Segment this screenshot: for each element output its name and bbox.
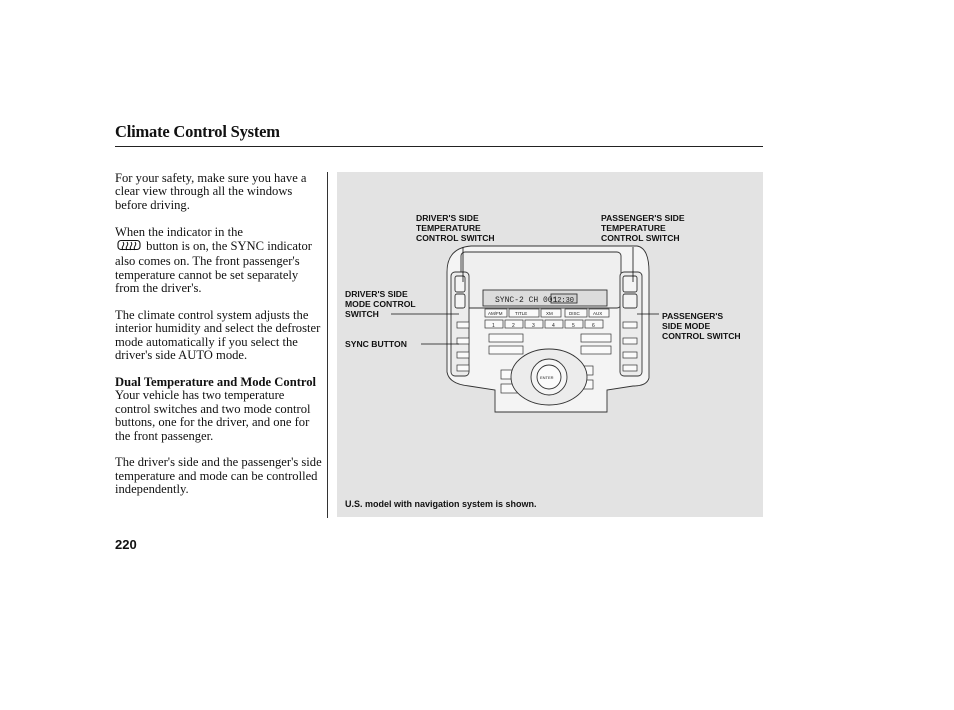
btn-xm: XM [546, 311, 553, 316]
paragraph-safety: For your safety, make sure you have a clear view through all the windows before driving. [115, 171, 307, 212]
preset-4: 4 [552, 323, 555, 329]
preset-6: 6 [592, 323, 595, 329]
page-title: Climate Control System [115, 122, 280, 141]
paragraph-indicator-rest: button is on, the SYNC indicator also comes on. The front passenger's temperature cannot be set separately from the driver's. [115, 239, 312, 296]
knob-label: ENTER [540, 375, 554, 380]
figure-caption: U.S. model with navigation system is shown. [345, 499, 537, 509]
preset-3: 3 [532, 323, 535, 329]
label-sync-button: SYNC BUTTON [345, 339, 407, 349]
preset-2: 2 [512, 323, 515, 329]
label-drivers-mode: DRIVER'S SIDE MODE CONTROL SWITCH [345, 289, 416, 320]
paragraph-independent: The driver's side and the passenger's side temperature and mode can be controlled independently. [115, 455, 322, 497]
label-passengers-temp: PASSENGER'S SIDE TEMPERATURE CONTROL SWITCH [601, 213, 685, 244]
display-readout: SYNC-2 CH 001 [495, 296, 558, 305]
btn-amfm: AM/FM [488, 311, 503, 316]
btn-disc: DISC [569, 311, 580, 316]
figure-panel [337, 172, 763, 517]
text-column [115, 172, 323, 510]
btn-aux: AUX [593, 311, 603, 316]
label-passengers-mode: PASSENGER'S SIDE MODE CONTROL SWITCH [662, 311, 741, 342]
page-number: 220 [115, 537, 137, 552]
title-rule [115, 146, 763, 147]
paragraph-humidity: The climate control system adjusts the interior humidity and select the defroster mode automatically if you select the driver's side AUTO mode. [115, 308, 321, 363]
rear-defrost-icon [117, 239, 141, 255]
column-divider [327, 172, 328, 518]
btn-title: TITLE [515, 311, 528, 316]
paragraph-indicator [115, 226, 323, 296]
section-dual-control [115, 376, 323, 443]
paragraph-indicator-start: When the indicator in the [115, 224, 243, 239]
section-heading: Dual Temperature and Mode Control [115, 375, 317, 390]
paragraph-dual-switches: Your vehicle has two temperature control switches and two mode control buttons, one for the driver, and one for the front passenger. [115, 388, 311, 443]
preset-5: 5 [572, 323, 575, 329]
label-drivers-temp: DRIVER'S SIDE TEMPERATURE CONTROL SWITCH [416, 213, 495, 244]
preset-1: 1 [492, 323, 495, 329]
display-time: 12:30 [553, 297, 575, 305]
